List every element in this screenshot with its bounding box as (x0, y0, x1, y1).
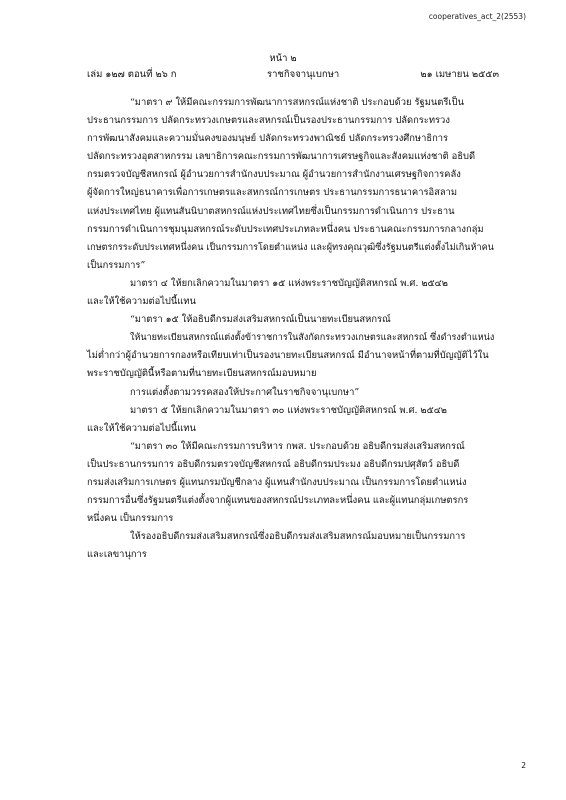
body-line: และเลขานุการ (87, 549, 147, 561)
body-line: ผู้จัดการใหญ่ธนาคารเพื่อการเกษตรและสหกรณ์การเกษตร ประธานกรรมการธนาคารอิสลาม (87, 187, 458, 199)
body-line: หนึ่งคน เป็นกรรมการ (87, 513, 174, 525)
page-label: หน้า ๒ (269, 53, 297, 64)
body-line: กรรมการอื่นซึ่งรัฐมนตรีแต่งตั้งจากผู้แทนของสหกรณ์ประเภทละหนึ่งคน และผู้แทนกลุ่มเกษตรกร (87, 495, 469, 507)
body-line: มาตรา ๕ ให้ยกเลิกความในมาตรา ๓๐ แห่งพระราชบัญญัติสหกรณ์ พ.ศ. ๒๕๔๒ (130, 404, 447, 416)
page-number: 2 (521, 761, 526, 770)
file-identifier: cooperatives_act_2(2553) (428, 12, 526, 21)
body-line: ปลัดกระทรวงอุตสาหกรรม เลขาธิการคณะกรรมการพัฒนาการเศรษฐกิจและสังคมแห่งชาติ อธิบดี (87, 151, 476, 163)
body-line: กรมส่งเสริมการเกษตร ผู้แทนกรมบัญชีกลาง ผู้แทนสำนักงบประมาณ เป็นกรรมการโดยตำแหน่ง (87, 476, 467, 488)
body-line: กรมตรวจบัญชีสหกรณ์ ผู้อำนวยการสำนักงบประมาณ ผู้อำนวยการสำนักงานเศรษฐกิจการคลัง (87, 169, 461, 181)
body-line: การแต่งตั้งตามวรรคสองให้ประกาศในราชกิจจานุเบกษา” (130, 386, 360, 398)
issue-number: เล่ม ๑๒๗ ตอนที่ ๒๖ ก (87, 69, 177, 80)
body-line: ให้นายทะเบียนสหกรณ์แต่งตั้งข้าราชการในสังกัดกระทรวงเกษตรและสหกรณ์ ซึ่งดำรงตำแหน่ง (130, 333, 495, 344)
body-line: ประธานกรรมการ ปลัดกระทรวงเกษตรและสหกรณ์เป็นรองประธานกรรมการ ปลัดกระทรวง (87, 115, 450, 127)
document-body (87, 94, 499, 564)
body-line: กรรมการดำเนินการชุมนุมสหกรณ์ระดับประเทศประเภทละหนึ่งคน ประธานคณะกรรมการกลางกลุ่ม (87, 223, 484, 235)
body-line: “มาตรา ๙ ให้มีคณะกรรมการพัฒนาการสหกรณ์แห่งชาติ ประกอบด้วย รัฐมนตรีเป็น (130, 97, 464, 108)
body-line: “มาตรา ๓๐ ให้มีคณะกรรมการบริหาร กพส. ประกอบด้วย อธิบดีกรมส่งเสริมสหกรณ์ (130, 440, 465, 452)
body-line: และให้ใช้ความต่อไปนี้แทน (87, 422, 196, 434)
gazette-header (87, 67, 499, 81)
body-line: การพัฒนาสังคมและความมั่นคงของมนุษย์ ปลัดกระทรวงพาณิชย์ ปลัดกระทรวงศึกษาธิการ (87, 133, 449, 145)
body-line: เกษตรกรระดับประเทศหนึ่งคน เป็นกรรมการโดยตำแหน่ง และผู้ทรงคุณวุฒิซึ่งรัฐมนตรีแต่งตั้งไม่เกินห้าคน (87, 242, 494, 253)
body-line: “มาตรา ๑๕ ให้อธิบดีกรมส่งเสริมสหกรณ์เป็นนายทะเบียนสหกรณ์ (130, 314, 391, 326)
body-line: เป็นกรรมการ” (87, 259, 146, 271)
body-line: มาตรา ๔ ให้ยกเลิกความในมาตรา ๑๕ แห่งพระราชบัญญัติสหกรณ์ พ.ศ. ๒๕๔๒ (130, 277, 448, 289)
gazette-name: ราชกิจจานุเบกษา (267, 69, 340, 80)
body-line: แห่งประเทศไทย ผู้แทนสันนิบาตสหกรณ์แห่งประเทศไทยซึ่งเป็นกรรมการดำเนินการ ประธาน (87, 205, 455, 217)
body-line: และให้ใช้ความต่อไปนี้แทน (87, 296, 196, 308)
body-line: เป็นประธานกรรมการ อธิบดีกรมตรวจบัญชีสหกรณ์ อธิบดีกรมประมง อธิบดีกรมปศุสัตว์ อธิบดี (87, 458, 460, 470)
body-line: ไม่ต่ำกว่าผู้อำนวยการกองหรือเทียบเท่าเป็นรองนายทะเบียนสหกรณ์ มีอำนาจหน้าที่ตามที่บัญญัติไว้ใน (87, 350, 489, 362)
issue-date: ๒๑ เมษายน ๒๕๕๓ (420, 69, 499, 80)
body-line: ให้รองอธิบดีกรมส่งเสริมสหกรณ์ซึ่งอธิบดีกรมส่งเสริมสหกรณ์มอบหมายเป็นกรรมการ (130, 531, 466, 543)
body-line: พระราชบัญญัตินี้หรือตามที่นายทะเบียนสหกรณ์มอบหมาย (87, 368, 317, 380)
